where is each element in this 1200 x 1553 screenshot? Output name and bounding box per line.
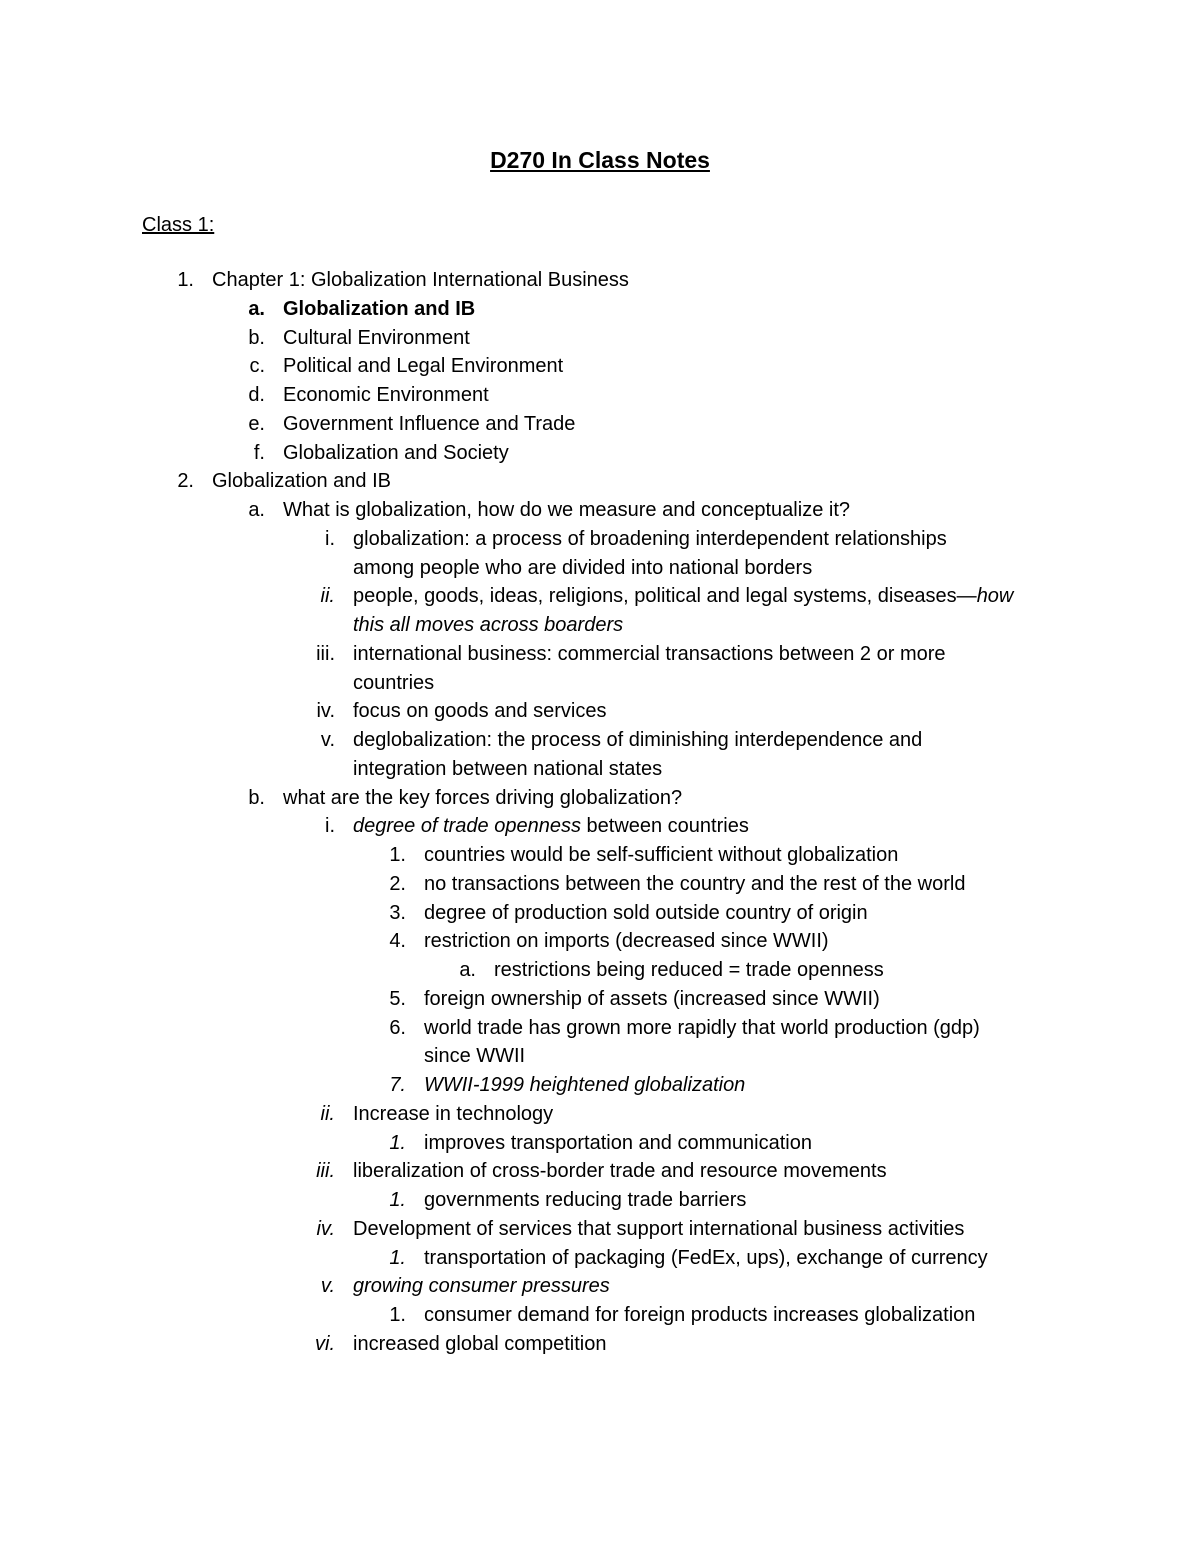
item-text <box>424 927 829 956</box>
text-segment: people, goods, ideas, religions, political and legal systems, diseases— <box>353 585 977 608</box>
text-segment: governments reducing trade barriers <box>424 1189 747 1211</box>
outline-item <box>0 381 1200 410</box>
text-segment: deglobalization: the process of diminishing interdependence and <box>353 729 923 751</box>
item-text <box>283 784 682 813</box>
text-segment: Cultural Environment <box>283 326 470 349</box>
outline-item <box>0 582 1200 611</box>
outline-item <box>0 1100 1200 1129</box>
outline-item <box>0 295 1200 324</box>
list-marker: e. <box>248 412 265 435</box>
item-text <box>353 726 922 755</box>
list-marker: iv. <box>316 1217 335 1240</box>
list-marker: 2. <box>177 470 194 493</box>
document-title: D270 In Class Notes <box>490 147 710 173</box>
list-marker: 6. <box>389 1016 406 1039</box>
outline-item <box>0 697 1200 726</box>
text-segment: improves transportation and communication <box>424 1131 812 1154</box>
item-text <box>353 1330 607 1359</box>
item-text <box>353 1157 887 1186</box>
item-text <box>353 755 662 784</box>
text-segment: among people who are divided into national borders <box>353 556 813 579</box>
list-marker: 2. <box>389 872 406 895</box>
outline-item <box>0 1157 1200 1186</box>
list-marker: f. <box>253 441 265 464</box>
item-text <box>212 266 629 295</box>
list-marker: 1. <box>177 269 194 291</box>
text-segment: Globalization and IB <box>212 470 392 493</box>
item-text <box>494 956 884 985</box>
item-text <box>212 467 391 496</box>
item-text <box>424 1014 980 1043</box>
text-segment: Political and Legal Environment <box>283 355 564 378</box>
text-segment: WWII-1999 heightened globalization <box>424 1074 746 1096</box>
outline-item <box>0 784 1200 813</box>
outline-item <box>0 870 1200 899</box>
outline-item <box>0 956 1200 985</box>
outline-item <box>0 1129 1200 1158</box>
list-marker: d. <box>248 384 265 406</box>
outline-item <box>0 726 1200 755</box>
list-marker: 7. <box>389 1074 406 1096</box>
list-marker: iii. <box>316 642 335 665</box>
text-segment: countries <box>353 671 435 694</box>
outline-item <box>0 266 1200 295</box>
outline-item <box>0 410 1200 439</box>
list-marker: v. <box>320 1275 335 1298</box>
text-segment: globalization: a process of broadening interdependent relationships <box>353 527 947 550</box>
outline-item <box>0 439 1200 468</box>
outline-item-continuation <box>0 611 1200 640</box>
item-text <box>353 611 623 640</box>
text-segment: degree of trade openness <box>353 815 581 838</box>
item-text <box>353 525 947 554</box>
outline-item <box>0 496 1200 525</box>
item-text <box>283 410 575 439</box>
list-marker: b. <box>248 786 265 809</box>
text-segment: between countries <box>580 815 749 838</box>
item-text <box>353 1215 964 1244</box>
item-text <box>424 1129 812 1158</box>
text-segment: how <box>976 585 1014 608</box>
outline-item <box>0 1071 1200 1100</box>
item-text <box>353 1100 553 1129</box>
item-text <box>424 841 898 870</box>
item-text <box>353 1272 610 1301</box>
outline-item <box>0 467 1200 496</box>
text-segment: world trade has grown more rapidly that world production (gdp) <box>424 1016 980 1039</box>
item-text <box>424 985 880 1014</box>
outline-item <box>0 1244 1200 1273</box>
item-text <box>283 352 563 381</box>
item-text <box>353 669 434 698</box>
outline-item <box>0 640 1200 669</box>
outline-item <box>0 841 1200 870</box>
outline-item <box>0 1330 1200 1359</box>
item-text <box>353 554 812 583</box>
item-text <box>283 496 850 525</box>
item-text <box>283 324 470 353</box>
text-segment: transportation of packaging (FedEx, ups), exchange of currency <box>424 1246 988 1269</box>
list-marker: c. <box>249 355 265 378</box>
text-segment: What is globalization, how do we measure and conceptualize it? <box>283 499 850 521</box>
text-segment: this all moves across boarders <box>353 614 624 636</box>
list-marker: 1. <box>389 1131 406 1154</box>
outline-item <box>0 525 1200 554</box>
item-text <box>353 582 1013 611</box>
item-text <box>353 640 946 669</box>
outline-item <box>0 1186 1200 1215</box>
item-text <box>283 439 509 468</box>
outline-item <box>0 1301 1200 1330</box>
text-segment: Development of services that support international business activities <box>353 1217 965 1240</box>
list-marker: 4. <box>389 930 406 953</box>
class-heading: Class 1: <box>142 214 215 236</box>
text-segment: Economic Environment <box>283 384 489 406</box>
item-text <box>424 1042 525 1071</box>
list-marker: b. <box>248 326 265 349</box>
item-text <box>424 870 965 899</box>
item-text <box>424 1186 746 1215</box>
outline-item <box>0 985 1200 1014</box>
list-marker: 1. <box>389 844 406 866</box>
text-segment: Government Influence and Trade <box>283 412 576 435</box>
text-segment: foreign ownership of assets (increased since WWII) <box>424 987 880 1010</box>
list-marker: 1. <box>389 1189 406 1211</box>
text-segment: focus on goods and services <box>353 700 607 723</box>
outline-item-continuation <box>0 755 1200 784</box>
text-segment: international business: commercial transactions between 2 or more <box>353 642 946 665</box>
text-segment: restrictions being reduced = trade openness <box>494 959 884 981</box>
outline-item <box>0 324 1200 353</box>
text-segment: restriction on imports (decreased since WWII) <box>424 930 829 953</box>
text-segment: liberalization of cross-border trade and resource movements <box>353 1160 887 1183</box>
list-marker: a. <box>459 959 476 981</box>
text-segment: Chapter 1: Globalization International Business <box>212 269 629 291</box>
text-segment: what are the key forces driving globalization? <box>283 786 683 809</box>
text-segment: degree of production sold outside country of origin <box>424 901 868 924</box>
list-marker: i. <box>325 815 335 838</box>
list-marker: 5. <box>389 987 406 1010</box>
list-marker: vi. <box>315 1332 335 1355</box>
outline-item <box>0 1272 1200 1301</box>
text-segment: increased global competition <box>353 1332 607 1355</box>
list-marker: iii. <box>316 1160 335 1183</box>
item-text <box>353 697 607 726</box>
list-marker: ii. <box>320 585 335 608</box>
text-segment: countries would be self-sufficient without globalization <box>424 844 899 866</box>
text-segment: Globalization and IB <box>283 297 476 320</box>
list-marker: v. <box>320 729 335 751</box>
item-text <box>424 899 868 928</box>
item-text <box>424 1244 988 1273</box>
item-text <box>283 381 489 410</box>
list-marker: a. <box>248 499 265 521</box>
text-segment: integration between national states <box>353 757 663 780</box>
outline-item <box>0 1215 1200 1244</box>
text-segment: since WWII <box>424 1045 526 1068</box>
item-text <box>424 1301 975 1330</box>
outline-item <box>0 352 1200 381</box>
notes-outline <box>0 266 1200 1359</box>
list-marker: a. <box>248 297 265 320</box>
list-marker: 3. <box>389 901 406 924</box>
text-segment: no transactions between the country and the rest of the world <box>424 872 966 895</box>
item-text <box>283 295 475 324</box>
text-segment: growing consumer pressures <box>353 1275 610 1298</box>
outline-item <box>0 899 1200 928</box>
outline-item-continuation <box>0 1042 1200 1071</box>
outline-item <box>0 1014 1200 1043</box>
list-marker: 1. <box>389 1246 406 1269</box>
list-marker: i. <box>325 527 335 550</box>
item-text <box>424 1071 745 1100</box>
list-marker: 1. <box>389 1304 406 1326</box>
outline-item-continuation <box>0 554 1200 583</box>
text-segment: Globalization and Society <box>283 441 509 464</box>
outline-item-continuation <box>0 669 1200 698</box>
item-text <box>353 812 749 841</box>
outline-item <box>0 927 1200 956</box>
outline-item <box>0 812 1200 841</box>
text-segment: Increase in technology <box>353 1102 554 1125</box>
text-segment: consumer demand for foreign products increases globalization <box>424 1304 976 1326</box>
list-marker: ii. <box>320 1102 335 1125</box>
list-marker: iv. <box>316 700 335 723</box>
